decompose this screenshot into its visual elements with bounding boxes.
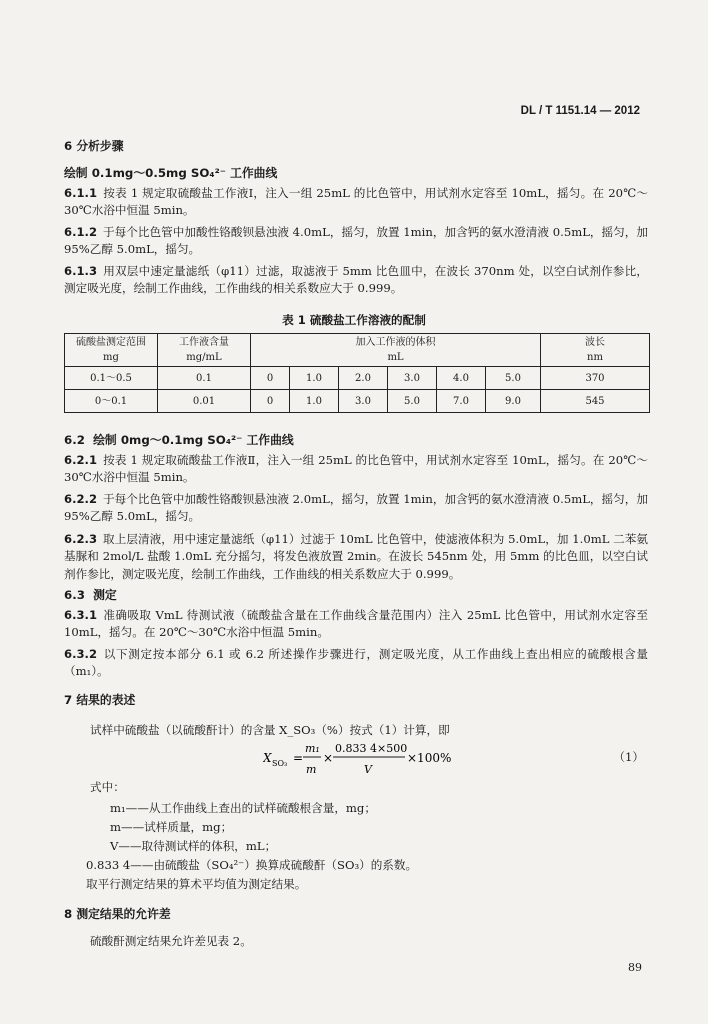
para-6-2-1 bbox=[64, 452, 648, 487]
cell: 0～0.1 bbox=[65, 390, 158, 413]
cell: 9.0 bbox=[486, 390, 541, 413]
cell: 0 bbox=[251, 367, 290, 390]
text-6-3-1: 准确吸取 VmL 待测试液（硫酸盐含量在工作曲线含量范围内）注入 25mL 比色管中，用试剂水定容至 10mL，摇匀。在 20℃～30℃水浴中恒温 5min。 bbox=[64, 608, 648, 640]
definition-m: m——试样质量，mg； bbox=[110, 820, 233, 834]
section-8-text: 硫酸酐测定结果允许差见表 2。 bbox=[90, 934, 252, 948]
formula-f2-den: V bbox=[364, 763, 372, 776]
section-8-heading: 8 测定结果的允许差 bbox=[64, 907, 171, 921]
formula-f2-num: 0.833 4×500 bbox=[335, 742, 408, 755]
definition-m1: m₁——从工作曲线上查出的试样硫酸根含量，mg； bbox=[110, 801, 376, 815]
num-6-2-3: 6.2.3 bbox=[64, 532, 98, 546]
formula-f1-den: m bbox=[306, 763, 317, 776]
cell: 3.0 bbox=[339, 390, 388, 413]
header-conc: 工作液含量 mg/mL bbox=[158, 334, 251, 367]
text-6-1-3: 用双层中速定量滤纸（φ11）过滤，取滤液于 5mm 比色皿中，在波长 370nm 处，以空白试剂作参比，测定吸光度，绘制工作曲线，工作曲线的相关系数应大于 0.999。 bbox=[64, 264, 648, 296]
section-7-intro: 试样中硫酸盐（以硫酸酐计）的含量 X_SO₃（%）按式（1）计算，即 bbox=[90, 723, 450, 737]
equation-number: （1） bbox=[613, 750, 644, 764]
num-6-3-2: 6.3.2 bbox=[64, 647, 98, 661]
text-6-2-1: 按表 1 规定取硫酸盐工作液Ⅱ，注入一组 25mL 的比色管中，用试剂水定容至 10mL，摇匀。在 20℃～30℃水浴中恒温 5min。 bbox=[64, 453, 648, 485]
section-6-1-title: 绘制 0.1mg～0.5mg SO₄²⁻ 工作曲线 bbox=[64, 166, 278, 180]
svg-text:×: × bbox=[323, 751, 334, 765]
para-6-1-2 bbox=[64, 224, 648, 259]
table-1-caption: 表 1 硫酸盐工作溶液的配制 bbox=[282, 313, 426, 327]
section-7-heading: 7 结果的表述 bbox=[64, 693, 136, 707]
text-6-2-3: 取上层清液，用中速定量滤纸（φ11）过滤于 10mL 比色管中，使滤液体积为 5.0mL，加 1.0mL 二苯氨基脲和 2mol/L 盐酸 1.0mL 充分摇匀，将发色液放置 2min。在波长 545nm 处，用 5mm 的比色皿，以空白试剂作参比，测定吸光度，绘制工作曲线，工作曲线的相关系数应大于 0.999。 bbox=[64, 532, 648, 581]
cell: 4.0 bbox=[437, 367, 486, 390]
header-wave: 波长 nm bbox=[541, 334, 650, 367]
header-volume: 加入工作液的体积 mL bbox=[251, 334, 541, 367]
cell: 0.01 bbox=[158, 390, 251, 413]
text-6-2-2: 于每个比色管中加酸性铬酸钡悬浊液 2.0mL，摇匀，放置 1min，加含钙的氨水澄清液 0.5mL，摇匀，加 95%乙醇 5.0mL，摇匀。 bbox=[64, 492, 648, 524]
section-6-heading: 6 分析步骤 bbox=[64, 139, 124, 153]
num-6-2-2: 6.2.2 bbox=[64, 492, 98, 506]
section-6-3-title: 6.3 测定 bbox=[64, 588, 117, 602]
cell: 545 bbox=[541, 390, 650, 413]
para-6-1-3 bbox=[64, 263, 648, 298]
cell: 0.1～0.5 bbox=[65, 367, 158, 390]
formula-1 bbox=[263, 735, 623, 779]
formula-lhs-sub: SO₃ bbox=[272, 759, 288, 768]
svg-text:=: = bbox=[293, 751, 304, 765]
num-6-1-3: 6.1.3 bbox=[64, 264, 98, 278]
section-6-2-title: 6.2 绘制 0mg～0.1mg SO₄²⁻ 工作曲线 bbox=[64, 433, 294, 447]
num-6-2-1: 6.2.1 bbox=[64, 453, 98, 467]
cell: 5.0 bbox=[388, 390, 437, 413]
where-label: 式中： bbox=[90, 780, 125, 794]
header-range: 硫酸盐测定范围 mg bbox=[65, 334, 158, 367]
cell: 0 bbox=[251, 390, 290, 413]
page-number: 89 bbox=[628, 961, 642, 974]
num-6-1-1: 6.1.1 bbox=[64, 186, 98, 200]
formula-f1-num: m₁ bbox=[305, 742, 320, 755]
cell: 0.1 bbox=[158, 367, 251, 390]
table-1 bbox=[64, 333, 650, 413]
cell: 3.0 bbox=[388, 367, 437, 390]
num-6-1-2: 6.1.2 bbox=[64, 225, 98, 239]
para-6-2-2 bbox=[64, 491, 648, 526]
cell: 1.0 bbox=[290, 367, 339, 390]
para-6-2-3 bbox=[64, 531, 648, 583]
standard-number: DL / T 1151.14 — 2012 bbox=[520, 105, 640, 117]
text-6-1-1: 按表 1 规定取硫酸盐工作液Ⅰ，注入一组 25mL 的比色管中，用试剂水定容至 10mL，摇匀。在 20℃～30℃水浴中恒温 5min。 bbox=[64, 186, 648, 218]
cell: 2.0 bbox=[339, 367, 388, 390]
formula-tail: ×100% bbox=[407, 751, 452, 765]
text-6-3-2: 以下测定按本部分 6.1 或 6.2 所述操作步骤进行，测定吸光度，从工作曲线上查出相应的硫酸根含量（m₁）。 bbox=[64, 647, 648, 679]
cell: 5.0 bbox=[486, 367, 541, 390]
cell: 370 bbox=[541, 367, 650, 390]
average-note: 取平行测定结果的算术平均值为测定结果。 bbox=[86, 877, 307, 891]
formula-lhs: X bbox=[263, 751, 272, 765]
definition-const: 0.833 4——由硫酸盐（SO₄²⁻）换算成硫酸酐（SO₃）的系数。 bbox=[86, 858, 418, 872]
para-6-1-1 bbox=[64, 185, 648, 220]
cell: 1.0 bbox=[290, 390, 339, 413]
table-header-row bbox=[65, 334, 650, 367]
text-6-1-2: 于每个比色管中加酸性铬酸钡悬浊液 4.0mL，摇匀，放置 1min，加含钙的氨水澄清液 0.5mL，摇匀，加 95%乙醇 5.0mL，摇匀。 bbox=[64, 225, 648, 257]
table-row bbox=[65, 367, 650, 390]
table-row bbox=[65, 390, 650, 413]
cell: 7.0 bbox=[437, 390, 486, 413]
para-6-3-2 bbox=[64, 646, 648, 681]
num-6-3-1: 6.3.1 bbox=[64, 608, 98, 622]
para-6-3-1 bbox=[64, 607, 648, 642]
definition-v: V——取待测试样的体积，mL； bbox=[110, 839, 277, 853]
